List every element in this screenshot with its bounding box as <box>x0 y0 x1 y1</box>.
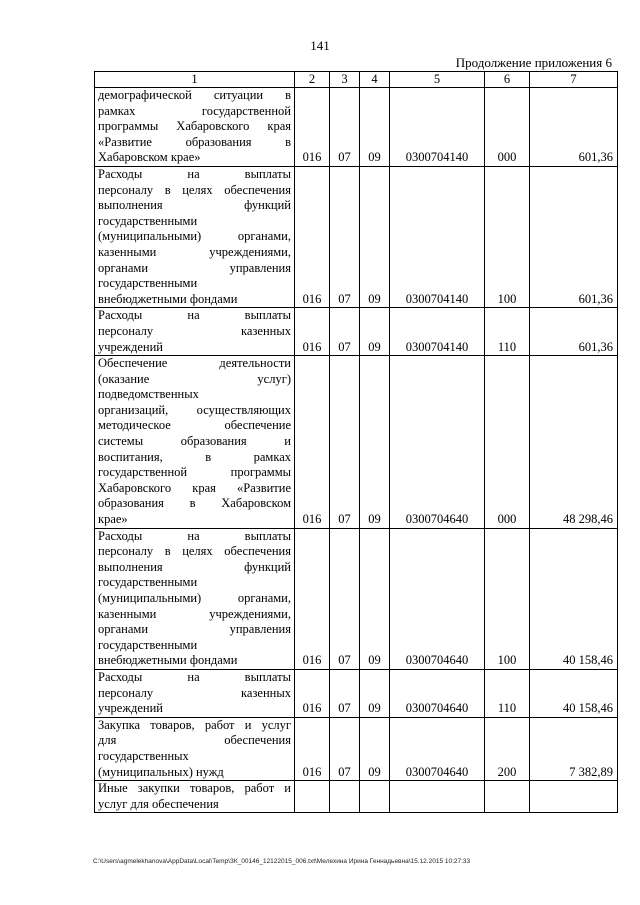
table-row <box>95 88 618 167</box>
item-name-line: государственными <box>98 637 198 652</box>
target-article-cell: 0300704140 <box>390 88 485 167</box>
header-col-6: 6 <box>485 72 530 88</box>
section-code-cell: 07 <box>330 356 360 529</box>
section-code-cell <box>330 781 360 813</box>
item-name-line: органами управления <box>98 622 291 637</box>
table-row <box>95 356 618 529</box>
item-name-line: Расходы на выплаты <box>98 166 291 181</box>
ministry-code-cell: 016 <box>295 669 330 717</box>
ministry-code-cell: 016 <box>295 528 330 669</box>
item-name-line: услуг для обеспечения <box>98 796 219 811</box>
item-name-line: (муниципальными) органами, <box>98 591 291 605</box>
item-name-line: Расходы на выплаты <box>98 669 291 684</box>
item-name-line: (муниципальными) органами, <box>98 229 291 244</box>
header-col-1: 1 <box>95 72 295 88</box>
header-col-2: 2 <box>295 72 330 88</box>
ministry-code-cell: 016 <box>295 356 330 529</box>
item-name-line: Хабаровском крае» <box>98 150 201 165</box>
budget-table <box>94 71 618 813</box>
amount-cell: 601,36 <box>530 88 618 167</box>
header-col-4: 4 <box>360 72 390 88</box>
item-name-line: «Развитие образования в <box>98 134 291 149</box>
item-name-line: персоналу в целях обеспечения <box>98 544 291 559</box>
item-name-cell <box>95 88 295 167</box>
continuation-label: Продолжение приложения 6 <box>455 55 612 70</box>
amount-cell: 40 158,46 <box>530 528 618 669</box>
item-name-cell <box>95 717 295 780</box>
target-article-cell <box>390 781 485 813</box>
item-name-cell <box>95 781 295 813</box>
item-name-line: персоналу казенных <box>98 685 291 700</box>
item-name-line: воспитания, в рамках <box>98 449 291 464</box>
section-code-cell: 07 <box>330 717 360 780</box>
subsection-code-cell: 09 <box>360 669 390 717</box>
item-name-line: казенными учреждениями, <box>98 606 291 621</box>
target-article-cell: 0300704640 <box>390 528 485 669</box>
table-row <box>95 166 618 307</box>
item-name-line: рамках государственной <box>98 103 291 118</box>
item-name-line: Расходы на выплаты <box>98 528 291 543</box>
subsection-code-cell: 09 <box>360 528 390 669</box>
section-code-cell: 07 <box>330 308 360 356</box>
item-name-line: подведомственных <box>98 387 199 402</box>
amount-cell: 40 158,46 <box>530 669 618 717</box>
item-name-line: (оказание услуг) <box>98 371 291 386</box>
ministry-code-cell: 016 <box>295 88 330 167</box>
item-name-line: Расходы на выплаты <box>98 308 291 323</box>
section-code-cell: 07 <box>330 88 360 167</box>
item-name-line: учреждений <box>98 701 163 716</box>
target-article-cell: 0300704640 <box>390 356 485 529</box>
item-name-line: Хабаровского края «Развитие <box>98 480 291 495</box>
subsection-code-cell: 09 <box>360 88 390 167</box>
item-name-cell <box>95 166 295 307</box>
item-name-cell <box>95 669 295 717</box>
ministry-code-cell: 016 <box>295 308 330 356</box>
item-name-line: персоналу в целях обеспечения <box>98 182 291 197</box>
item-name-line: государственными <box>98 575 198 590</box>
item-name-cell <box>95 528 295 669</box>
expense-type-cell: 100 <box>485 528 530 669</box>
subsection-code-cell: 09 <box>360 717 390 780</box>
subsection-code-cell: 09 <box>360 308 390 356</box>
ministry-code-cell: 016 <box>295 717 330 780</box>
expense-type-cell: 110 <box>485 308 530 356</box>
expense-type-cell: 000 <box>485 88 530 167</box>
item-name-line: (муниципальных) нужд <box>98 764 224 779</box>
item-name-line: образования в Хабаровском <box>98 496 291 511</box>
item-name-line: программы Хабаровского края <box>98 119 291 134</box>
expense-type-cell: 100 <box>485 166 530 307</box>
section-code-cell: 07 <box>330 166 360 307</box>
item-name-line: государственной программы <box>98 465 291 480</box>
item-name-line: крае» <box>98 512 128 527</box>
item-name-line: государственных <box>98 748 189 763</box>
subsection-code-cell <box>360 781 390 813</box>
item-name-line: учреждений <box>98 339 163 354</box>
expense-type-cell: 110 <box>485 669 530 717</box>
item-name-line: выполнения функций <box>98 198 291 213</box>
ministry-code-cell <box>295 781 330 813</box>
item-name-line: персоналу казенных <box>98 323 291 338</box>
amount-cell: 601,36 <box>530 308 618 356</box>
item-name-line: государственными <box>98 213 198 228</box>
amount-cell: 7 382,89 <box>530 717 618 780</box>
item-name-line: Иные закупки товаров, работ и <box>98 781 291 796</box>
target-article-cell: 0300704640 <box>390 669 485 717</box>
amount-cell <box>530 781 618 813</box>
item-name-line: методическое обеспечение <box>98 418 291 433</box>
expense-type-cell: 200 <box>485 717 530 780</box>
section-code-cell: 07 <box>330 669 360 717</box>
page-number: 141 <box>310 38 330 53</box>
table-row <box>95 717 618 780</box>
expense-type-cell: 000 <box>485 356 530 529</box>
item-name-line: внебюджетными фондами <box>98 653 238 668</box>
header-col-7: 7 <box>530 72 618 88</box>
header-col-3: 3 <box>330 72 360 88</box>
item-name-line: государственными <box>98 276 198 291</box>
item-name-line: внебюджетными фондами <box>98 291 238 306</box>
target-article-cell: 0300704640 <box>390 717 485 780</box>
table-row <box>95 669 618 717</box>
item-name-line: казенными учреждениями, <box>98 244 291 259</box>
target-article-cell: 0300704140 <box>390 166 485 307</box>
table-row <box>95 308 618 356</box>
section-code-cell: 07 <box>330 528 360 669</box>
amount-cell: 601,36 <box>530 166 618 307</box>
item-name-cell <box>95 308 295 356</box>
footer-file-path: C:\Users\agmelekhanova\AppData\Local\Temp\ЗК_00146_12122015_006.txt\Мелехина Ирина Геннадьевна\15.12.2015 10:27:33 <box>93 858 471 865</box>
item-name-line: органами управления <box>98 260 291 275</box>
item-name-line: организаций, осуществляющих <box>98 402 291 417</box>
item-name-line: Закупка товаров, работ и услуг <box>98 717 291 732</box>
header-col-5: 5 <box>390 72 485 88</box>
subsection-code-cell: 09 <box>360 166 390 307</box>
amount-cell: 48 298,46 <box>530 356 618 529</box>
item-name-line: системы образования и <box>98 434 291 449</box>
table-header-row <box>95 72 618 88</box>
item-name-line: Обеспечение деятельности <box>98 356 291 371</box>
item-name-line: для обеспечения <box>98 733 291 748</box>
target-article-cell: 0300704140 <box>390 308 485 356</box>
ministry-code-cell: 016 <box>295 166 330 307</box>
table-row <box>95 528 618 669</box>
item-name-line: демографической ситуации в <box>98 88 291 102</box>
table-row <box>95 781 618 813</box>
expense-type-cell <box>485 781 530 813</box>
item-name-cell <box>95 356 295 529</box>
item-name-line: выполнения функций <box>98 559 291 574</box>
subsection-code-cell: 09 <box>360 356 390 529</box>
